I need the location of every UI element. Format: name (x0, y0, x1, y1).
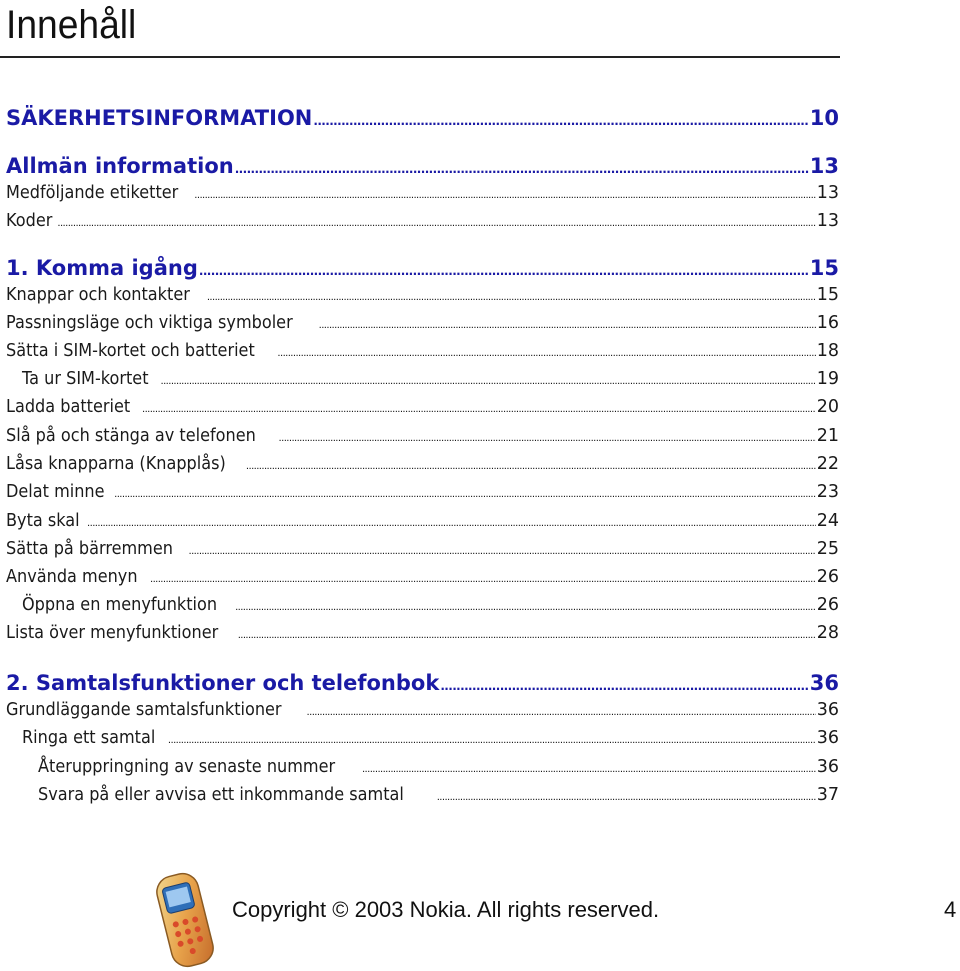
toc-entry-label: Delat minne (6, 482, 105, 502)
toc-entry-page: 26 (816, 595, 839, 615)
toc-entry-page: 13 (816, 211, 839, 231)
toc-entry-label: Koder (6, 211, 53, 231)
toc-leader-dots (150, 574, 816, 585)
toc-entry-page: 28 (816, 623, 839, 643)
toc-entry[interactable] (6, 539, 839, 559)
toc-leader-dots (235, 602, 816, 613)
toc-entry-page: 26 (816, 567, 839, 587)
toc-section-entry[interactable] (6, 106, 839, 130)
toc-entry-label: Byta skal (6, 511, 80, 531)
toc-entry-page: 19 (816, 369, 839, 389)
toc-leader-dots (194, 190, 815, 201)
toc-entry-label: Öppna en menyfunktion (22, 595, 218, 615)
toc-leader-dots (207, 292, 816, 303)
toc-entry-page: 24 (816, 511, 839, 531)
toc-entry-label: Återuppringning av senaste nummer (38, 757, 336, 777)
toc-leader-dots (189, 546, 816, 557)
toc-entry-page: 22 (816, 454, 839, 474)
toc-leader-dots (319, 320, 816, 331)
toc-entry-label: Ringa ett samtal (22, 728, 156, 748)
toc-entry-label: SÄKERHETSINFORMATION (6, 106, 313, 130)
toc-entry-page: 15 (809, 256, 839, 280)
toc-entry[interactable] (38, 785, 839, 805)
toc-entry-label: 1. Komma igång (6, 256, 198, 280)
toc-leader-dots (238, 630, 816, 641)
toc-entry-label: Använda menyn (6, 567, 138, 587)
toc-entry-page: 20 (816, 397, 839, 417)
toc-entry-page: 13 (816, 183, 839, 203)
toc-leader-dots (437, 792, 816, 803)
toc-entry-page: 25 (816, 539, 839, 559)
toc-leader-dots (87, 518, 816, 529)
toc-entry-page: 36 (816, 757, 839, 777)
toc-entry-page: 23 (816, 482, 839, 502)
toc-entry-page: 36 (809, 671, 839, 695)
nokia-phone-icon (150, 870, 220, 970)
toc-entry[interactable] (6, 482, 839, 502)
toc-entry-label: 2. Samtalsfunktioner och telefonbok (6, 671, 440, 695)
toc-leader-dots (279, 433, 816, 444)
toc-entry[interactable] (6, 623, 839, 643)
toc-leader-dots (199, 264, 809, 278)
toc-entry[interactable] (6, 313, 839, 333)
toc-entry-label: Ladda batteriet (6, 397, 131, 417)
toc-entry[interactable] (22, 595, 839, 615)
toc-entry-page: 36 (816, 700, 839, 720)
toc-entry-page: 18 (816, 341, 839, 361)
toc-leader-dots (142, 404, 816, 415)
toc-entry[interactable] (6, 454, 839, 474)
toc-entry-label: Passningsläge och viktiga symboler (6, 313, 293, 333)
toc-entry-label: Sätta i SIM-kortet och batteriet (6, 341, 255, 361)
toc-entry-label: Svara på eller avvisa ett inkommande samtal (38, 785, 404, 805)
toc-entry-label: Lista över menyfunktioner (6, 623, 219, 643)
toc-entry-label: Slå på och stänga av telefonen (6, 426, 256, 446)
toc-entry[interactable] (6, 397, 839, 417)
toc-entry-label: Medföljande etiketter (6, 183, 179, 203)
toc-leader-dots (440, 679, 808, 693)
toc-entry[interactable] (6, 341, 839, 361)
toc-entry[interactable] (6, 183, 839, 203)
toc-leader-dots (168, 735, 816, 746)
toc-leader-dots (307, 707, 816, 718)
toc-leader-dots (235, 162, 809, 176)
page-title: Innehåll (6, 3, 137, 47)
toc-entry-label: Låsa knapparna (Knapplås) (6, 454, 226, 474)
toc-leader-dots (161, 376, 816, 387)
toc-entry[interactable] (38, 757, 839, 777)
toc-entry[interactable] (22, 369, 839, 389)
toc-entry-label: Allmän information (6, 154, 234, 178)
toc-section-entry[interactable] (6, 154, 839, 178)
toc-entry[interactable] (6, 211, 839, 231)
toc-leader-dots (277, 348, 815, 359)
toc-leader-dots (246, 461, 816, 472)
toc-entry-page: 15 (816, 285, 839, 305)
toc-entry-page: 16 (816, 313, 839, 333)
toc-entry-page: 13 (809, 154, 839, 178)
toc-entry[interactable] (22, 728, 839, 748)
toc-entry-page: 36 (816, 728, 839, 748)
toc-leader-dots (362, 764, 816, 775)
footer-page-number: 4 (944, 897, 957, 922)
toc-entry-page: 10 (809, 106, 839, 130)
toc-entry-label: Sätta på bärremmen (6, 539, 173, 559)
toc-entry-label: Knappar och kontakter (6, 285, 190, 305)
toc-entry-label: Grundläggande samtalsfunktioner (6, 700, 282, 720)
toc-entry-page: 37 (816, 785, 839, 805)
toc-entry-label: Ta ur SIM-kortet (22, 369, 149, 389)
toc-entry[interactable] (6, 511, 839, 531)
toc-entry[interactable] (6, 426, 839, 446)
toc-entry[interactable] (6, 285, 839, 305)
footer-copyright: Copyright © 2003 Nokia. All rights reserved. (232, 897, 660, 922)
toc-leader-dots (57, 218, 815, 229)
toc-leader-dots (313, 114, 808, 128)
toc-entry[interactable] (6, 567, 839, 587)
toc-entry[interactable] (6, 700, 839, 720)
toc-leader-dots (114, 489, 816, 500)
toc-section-entry[interactable] (6, 256, 839, 280)
toc-section-entry[interactable] (6, 671, 839, 695)
toc-entry-page: 21 (816, 426, 839, 446)
